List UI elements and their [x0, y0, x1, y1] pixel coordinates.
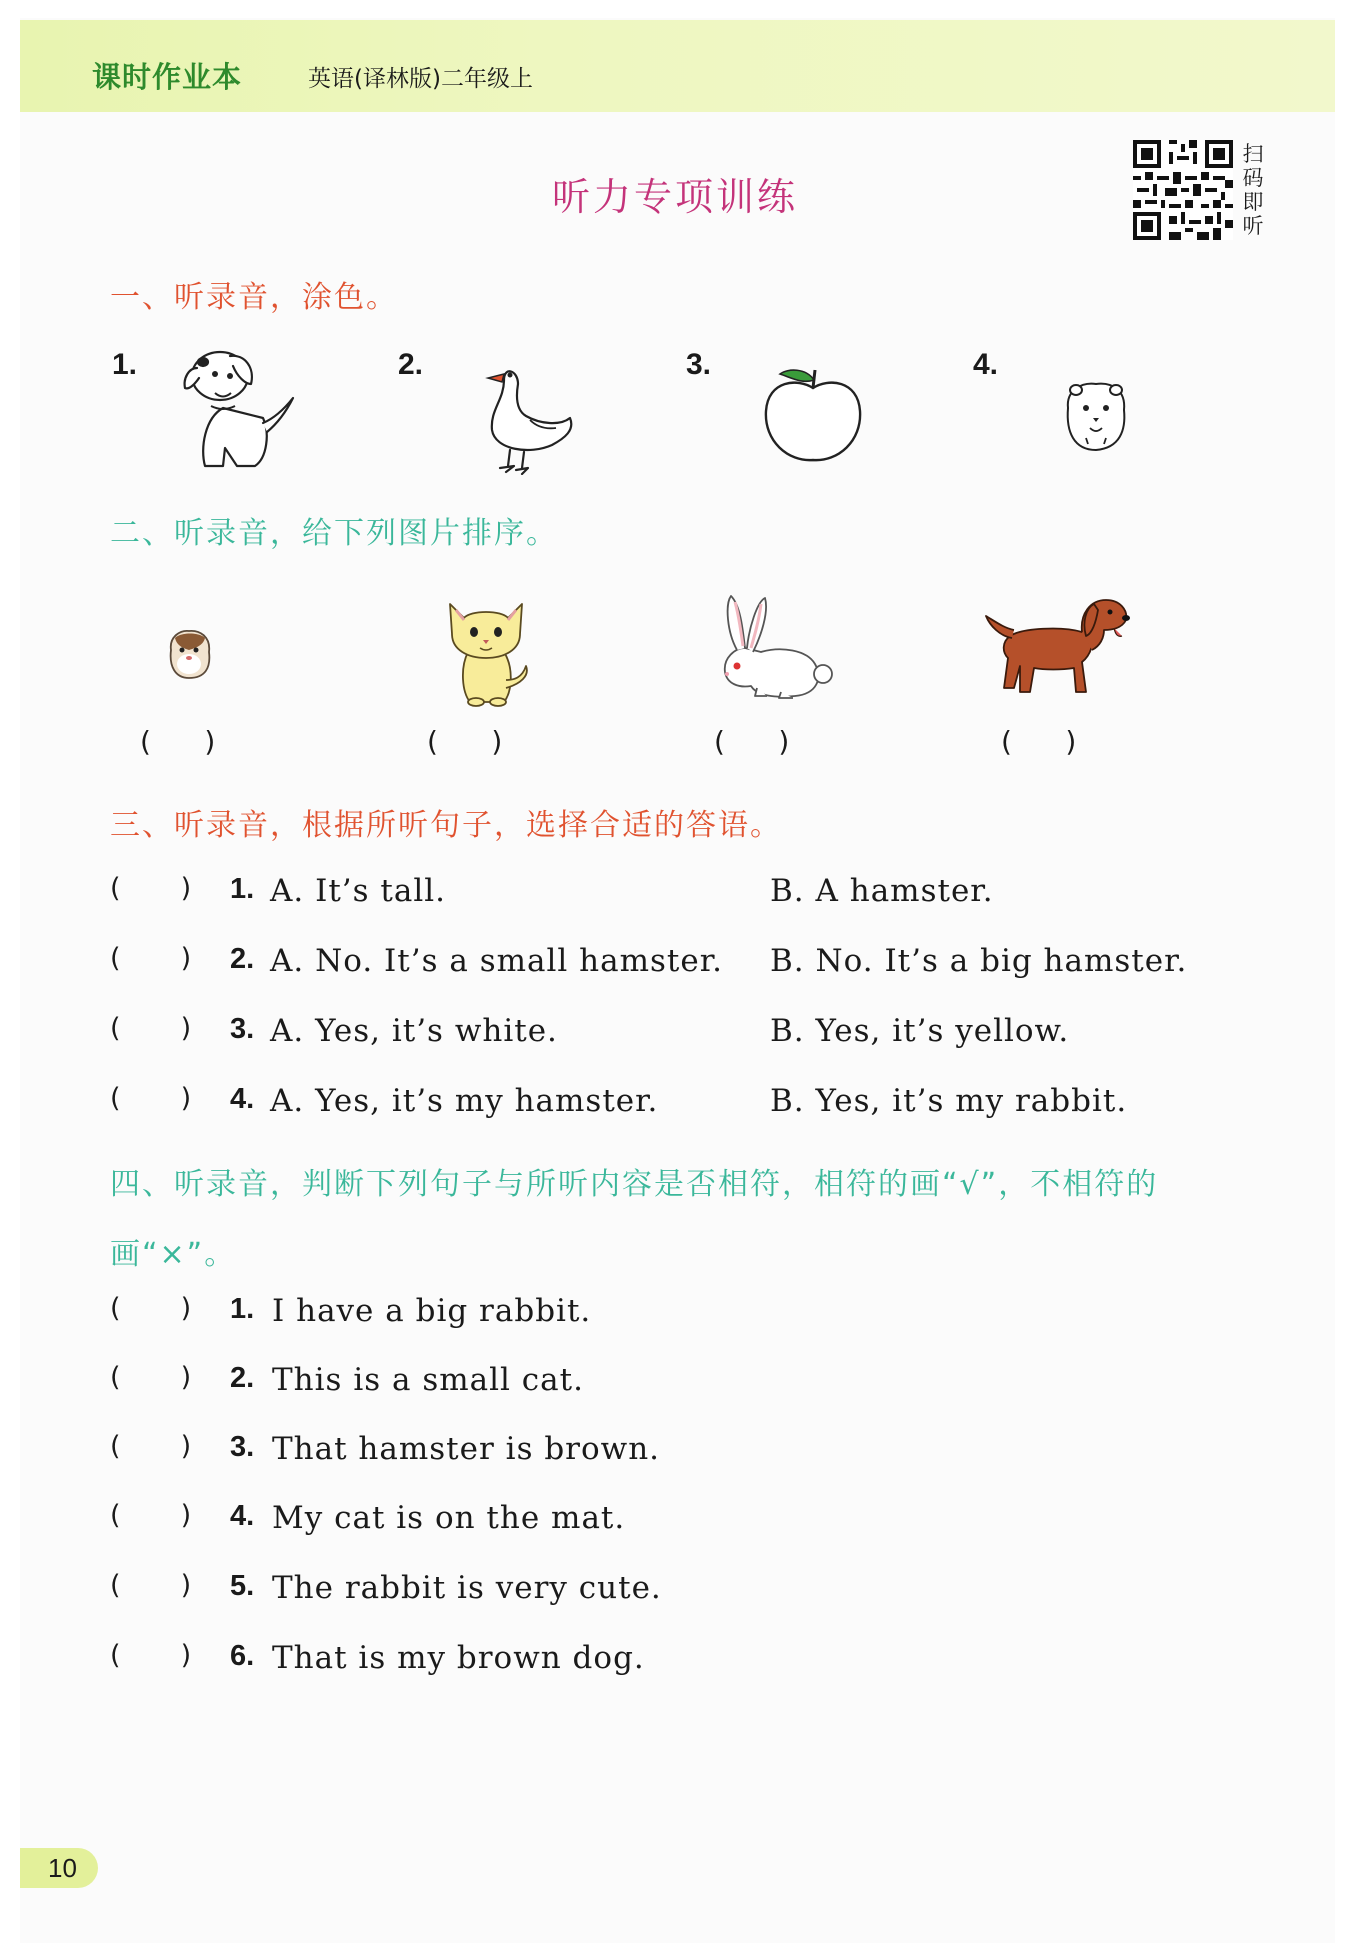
answer-bracket[interactable]: ( ) [110, 1362, 192, 1393]
option-a: A. It’s tall. [270, 873, 447, 909]
option-a: A. Yes, it’s my hamster. [270, 1083, 659, 1119]
statement-number: 1. [230, 1293, 255, 1325]
section1-item-number: 3. [686, 348, 712, 381]
page-number: 10 [20, 1848, 98, 1888]
header-subtitle: 英语(译林版)二年级上 [308, 66, 533, 92]
hamster-icon [1060, 378, 1132, 456]
question-number: 3. [230, 1013, 255, 1045]
option-b: B. No. It’s a big hamster. [770, 943, 1188, 979]
qr-label-char: 即 [1242, 190, 1264, 214]
qr-label-char: 听 [1242, 214, 1264, 238]
section3-heading: 三、听录音，根据所听句子，选择合适的答语。 [110, 808, 782, 843]
header-brand: 课时作业本 [92, 60, 243, 94]
cat-icon [440, 592, 532, 710]
option-b: B. A hamster. [770, 873, 994, 909]
order-bracket[interactable]: ( ) [714, 725, 790, 758]
section1-item-number: 2. [398, 348, 424, 381]
statement-number: 2. [230, 1362, 255, 1394]
option-a: A. Yes, it’s white. [270, 1013, 558, 1049]
section2-heading: 二、听录音，给下列图片排序。 [110, 516, 558, 551]
dog-icon [175, 348, 300, 478]
statement-text: My cat is on the mat. [272, 1500, 626, 1536]
answer-bracket[interactable]: ( ) [110, 1013, 192, 1044]
question-number: 2. [230, 943, 255, 975]
section1-item-number: 4. [973, 348, 999, 381]
qr-label-char: 码 [1242, 166, 1264, 190]
qr-label-char: 扫 [1242, 142, 1264, 166]
qr-code-icon [1133, 140, 1233, 240]
statement-text: The rabbit is very cute. [272, 1570, 662, 1606]
section1-heading: 一、听录音，涂色。 [110, 280, 398, 315]
statement-number: 3. [230, 1431, 255, 1463]
answer-bracket[interactable]: ( ) [110, 873, 192, 904]
answer-bracket[interactable]: ( ) [110, 1431, 192, 1462]
answer-bracket[interactable]: ( ) [110, 943, 192, 974]
statement-number: 6. [230, 1640, 255, 1672]
order-bracket[interactable]: ( ) [1001, 725, 1077, 758]
answer-bracket[interactable]: ( ) [110, 1570, 192, 1601]
answer-bracket[interactable]: ( ) [110, 1500, 192, 1531]
qr-label [1240, 142, 1266, 238]
rabbit-icon [705, 592, 835, 704]
order-bracket[interactable]: ( ) [427, 725, 503, 758]
order-bracket[interactable]: ( ) [140, 725, 216, 758]
option-b: B. Yes, it’s my rabbit. [770, 1083, 1128, 1119]
section4-heading: 四、听录音，判断下列句子与所听内容是否相符，相符的画“√”，不相符的画“×”。 [110, 1167, 1159, 1272]
question-number: 4. [230, 1083, 255, 1115]
page-title: 听力专项训练 [551, 175, 798, 219]
section1-item-number: 1. [112, 348, 138, 381]
statement-number: 5. [230, 1570, 255, 1602]
statement-text: I have a big rabbit. [272, 1293, 592, 1329]
statement-text: That hamster is brown. [272, 1431, 661, 1467]
answer-bracket[interactable]: ( ) [110, 1083, 192, 1114]
hamster-icon [165, 628, 213, 680]
apple-icon [758, 366, 868, 466]
option-a: A. No. It’s a small hamster. [270, 943, 723, 979]
statement-text: This is a small cat. [272, 1362, 584, 1398]
statement-number: 4. [230, 1500, 255, 1532]
answer-bracket[interactable]: ( ) [110, 1293, 192, 1324]
dog-icon [982, 592, 1132, 700]
statement-text: That is my brown dog. [272, 1640, 645, 1676]
question-number: 1. [230, 873, 255, 905]
goose-icon [470, 360, 580, 475]
option-b: B. Yes, it’s yellow. [770, 1013, 1070, 1049]
answer-bracket[interactable]: ( ) [110, 1640, 192, 1671]
